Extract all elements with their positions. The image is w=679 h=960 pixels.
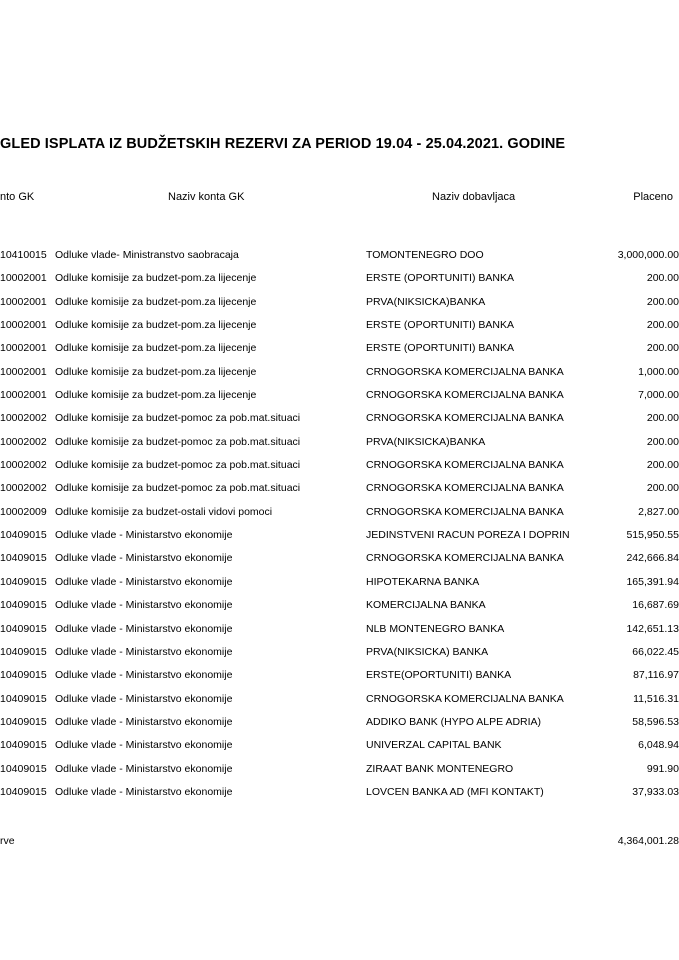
cell-placeno: 165,391.94 [626, 575, 679, 588]
cell-konto: 10409015 [0, 645, 47, 658]
total-value: 4,364,001.28 [617, 835, 679, 847]
cell-naziv-konta: Odluke komisije za budzet-pomoc za pob.mat.situaci [55, 412, 301, 425]
cell-placeno: 200.00 [646, 412, 679, 425]
cell-naziv-konta: Odluke vlade - Ministarstvo ekonomije [55, 645, 233, 658]
cell-placeno: 200.00 [646, 319, 679, 332]
cell-dobavljac: CRNOGORSKA KOMERCIJALNA BANKA [366, 505, 564, 518]
cell-placeno: 11,516.31 [633, 692, 679, 705]
cell-placeno: 2,827.00 [638, 505, 679, 518]
cell-dobavljac: CRNOGORSKA KOMERCIJALNA BANKA [366, 552, 564, 565]
cell-naziv-konta: Odluke komisije za budzet-pom.za lijecenje [55, 342, 257, 355]
table-row [0, 762, 679, 785]
cell-konto: 10002001 [0, 342, 47, 355]
cell-konto: 10002001 [0, 365, 47, 378]
cell-konto: 10410015 [0, 249, 47, 261]
table-row [0, 645, 679, 668]
cell-naziv-konta: Odluke vlade - Ministarstvo ekonomije [55, 599, 233, 612]
column-header-konto: nto GK [0, 191, 35, 203]
table-row [0, 411, 679, 434]
cell-dobavljac: HIPOTEKARNA BANKA [366, 575, 480, 588]
cell-placeno: 200.00 [646, 435, 679, 448]
cell-konto: 10409015 [0, 575, 47, 588]
table-row [0, 318, 679, 341]
cell-konto: 10002002 [0, 482, 47, 495]
cell-placeno: 66,022.45 [632, 645, 679, 658]
cell-naziv-konta: Odluke komisije za budzet-pom.za lijecenje [55, 295, 257, 308]
table-row [0, 295, 679, 318]
cell-konto: 10409015 [0, 762, 47, 775]
cell-naziv-konta: Odluke komisije za budzet-pomoc za pob.mat.situaci [55, 459, 301, 472]
cell-naziv-konta: Odluke vlade - Ministarstvo ekonomije [55, 692, 233, 705]
document-title: GLED ISPLATA IZ BUDŽETSKIH REZERVI ZA PERIOD 19.04 - 25.04.2021. GODINE [0, 136, 566, 152]
cell-konto: 10409015 [0, 552, 47, 565]
cell-placeno: 200.00 [646, 459, 679, 472]
cell-konto: 10409015 [0, 669, 47, 682]
cell-naziv-konta: Odluke komisije za budzet-pomoc za pob.mat.situaci [55, 482, 301, 495]
table-row [0, 528, 679, 551]
cell-konto: 10002002 [0, 459, 47, 472]
cell-konto: 10409015 [0, 785, 47, 798]
cell-placeno: 58,596.53 [632, 715, 679, 728]
table-row [0, 575, 679, 598]
table-row [0, 551, 679, 574]
table-row [0, 341, 679, 364]
cell-naziv-konta: Odluke komisije za budzet-pomoc za pob.mat.situaci [55, 435, 301, 448]
cell-placeno: 7,000.00 [638, 389, 679, 402]
cell-placeno: 16,687.69 [632, 599, 679, 612]
table-row [0, 785, 679, 808]
cell-placeno: 991.90 [646, 762, 679, 775]
table-row [0, 715, 679, 738]
cell-dobavljac: KOMERCIJALNA BANKA [366, 599, 486, 612]
cell-placeno: 87,116.97 [633, 669, 679, 682]
cell-dobavljac: CRNOGORSKA KOMERCIJALNA BANKA [366, 365, 564, 378]
cell-dobavljac: ERSTE(OPORTUNITI) BANKA [366, 669, 512, 682]
cell-konto: 10409015 [0, 622, 47, 635]
cell-naziv-konta: Odluke vlade - Ministarstvo ekonomije [55, 715, 233, 728]
cell-naziv-konta: Odluke komisije za budzet-ostali vidovi pomoci [55, 505, 273, 518]
cell-naziv-konta: Odluke vlade - Ministarstvo ekonomije [55, 622, 233, 635]
table-row [0, 435, 679, 458]
cell-dobavljac: ERSTE (OPORTUNITI) BANKA [366, 342, 514, 355]
cell-konto: 10002002 [0, 412, 47, 425]
cell-dobavljac: PRVA(NIKSICKA)BANKA [366, 435, 486, 448]
cell-placeno: 1,000.00 [638, 365, 679, 378]
table-row [0, 248, 679, 271]
cell-naziv-konta: Odluke komisije za budzet-pom.za lijecenje [55, 319, 257, 332]
cell-naziv-konta: Odluke vlade- Ministranstvo saobracaja [55, 249, 239, 261]
cell-placeno: 242,666.84 [626, 552, 679, 565]
cell-placeno: 200.00 [646, 482, 679, 495]
table-row [0, 692, 679, 715]
cell-naziv-konta: Odluke komisije za budzet-pom.za lijecenje [55, 365, 257, 378]
payments-table [0, 248, 679, 808]
cell-dobavljac: CRNOGORSKA KOMERCIJALNA BANKA [366, 459, 564, 472]
cell-placeno: 200.00 [646, 342, 679, 355]
cell-konto: 10002009 [0, 505, 47, 518]
cell-naziv-konta: Odluke vlade - Ministarstvo ekonomije [55, 529, 233, 542]
column-header-dobavljac: Naziv dobavljaca [432, 191, 516, 203]
table-row [0, 598, 679, 621]
cell-konto: 10002002 [0, 435, 47, 448]
cell-naziv-konta: Odluke komisije za budzet-pom.za lijecenje [55, 389, 257, 402]
cell-konto: 10409015 [0, 599, 47, 612]
column-header-naziv-konta: Naziv konta GK [168, 191, 245, 203]
cell-dobavljac: NLB MONTENEGRO BANKA [366, 622, 505, 635]
table-row [0, 365, 679, 388]
table-row [0, 388, 679, 411]
cell-dobavljac: LOVCEN BANKA AD (MFI KONTAKT) [366, 785, 544, 798]
cell-dobavljac: PRVA(NIKSICKA)BANKA [366, 295, 486, 308]
table-row [0, 271, 679, 294]
table-row [0, 458, 679, 481]
cell-naziv-konta: Odluke vlade - Ministarstvo ekonomije [55, 669, 233, 682]
column-header-placeno: Placeno [633, 191, 673, 203]
cell-placeno: 515,950.55 [626, 529, 679, 542]
cell-placeno: 142,651.13 [626, 622, 679, 635]
cell-konto: 10002001 [0, 295, 47, 308]
cell-naziv-konta: Odluke vlade - Ministarstvo ekonomije [55, 575, 233, 588]
cell-konto: 10409015 [0, 715, 47, 728]
cell-konto: 10002001 [0, 272, 47, 285]
cell-naziv-konta: Odluke komisije za budzet-pom.za lijecenje [55, 272, 257, 285]
cell-dobavljac: CRNOGORSKA KOMERCIJALNA BANKA [366, 412, 564, 425]
cell-dobavljac: JEDINSTVENI RACUN POREZA I DOPRIN [366, 529, 570, 542]
table-row [0, 738, 679, 761]
cell-dobavljac: CRNOGORSKA KOMERCIJALNA BANKA [366, 692, 564, 705]
cell-konto: 10002001 [0, 389, 47, 402]
cell-dobavljac: PRVA(NIKSICKA) BANKA [366, 645, 489, 658]
cell-naziv-konta: Odluke vlade - Ministarstvo ekonomije [55, 739, 233, 752]
cell-dobavljac: ZIRAAT BANK MONTENEGRO [366, 762, 514, 775]
cell-dobavljac: CRNOGORSKA KOMERCIJALNA BANKA [366, 389, 564, 402]
cell-dobavljac: TOMONTENEGRO DOO [366, 249, 484, 261]
cell-placeno: 6,048.94 [638, 739, 679, 752]
table-row [0, 481, 679, 504]
cell-dobavljac: ERSTE (OPORTUNITI) BANKA [366, 272, 514, 285]
table-row [0, 505, 679, 528]
cell-naziv-konta: Odluke vlade - Ministarstvo ekonomije [55, 552, 233, 565]
total-label: rve [0, 835, 15, 847]
cell-placeno: 3,000,000.00 [617, 249, 679, 261]
cell-konto: 10409015 [0, 739, 47, 752]
cell-naziv-konta: Odluke vlade - Ministarstvo ekonomije [55, 762, 233, 775]
cell-dobavljac: UNIVERZAL CAPITAL BANK [366, 739, 502, 752]
cell-dobavljac: ADDIKO BANK (HYPO ALPE ADRIA) [366, 715, 542, 728]
table-row [0, 622, 679, 645]
cell-konto: 10409015 [0, 529, 47, 542]
cell-dobavljac: ERSTE (OPORTUNITI) BANKA [366, 319, 514, 332]
cell-dobavljac: CRNOGORSKA KOMERCIJALNA BANKA [366, 482, 564, 495]
cell-naziv-konta: Odluke vlade - Ministarstvo ekonomije [55, 785, 233, 798]
cell-konto: 10002001 [0, 319, 47, 332]
cell-placeno: 200.00 [646, 295, 679, 308]
table-row [0, 668, 679, 691]
cell-placeno: 37,933.03 [632, 785, 679, 798]
cell-placeno: 200.00 [646, 272, 679, 285]
cell-konto: 10409015 [0, 692, 47, 705]
